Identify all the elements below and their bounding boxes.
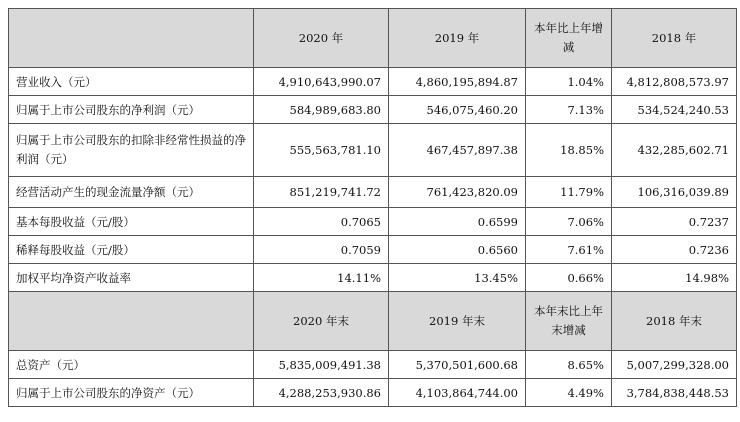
row-label: 归属于上市公司股东的净资产（元）: [9, 379, 254, 407]
row-label: 归属于上市公司股东的扣除非经常性损益的净利润（元）: [9, 124, 254, 177]
value-2020: 4,288,253,930.86: [254, 379, 389, 407]
subheader-2019-end: 2019 年末: [389, 292, 526, 351]
value-2020: 0.7065: [254, 208, 389, 236]
value-change: 7.06%: [526, 208, 612, 236]
value-2019: 761,423,820.09: [389, 177, 526, 208]
table-row: [9, 177, 737, 208]
subheader-2020-end: 2020 年末: [254, 292, 389, 351]
subheader-empty-cell: [9, 292, 254, 351]
subheader-change: 本年末比上年末增减: [526, 292, 612, 351]
value-2020: 5,835,009,491.38: [254, 351, 389, 379]
subheader-2018-end: 2018 年末: [612, 292, 737, 351]
value-change: 1.04%: [526, 68, 612, 96]
value-2019: 4,103,864,744.00: [389, 379, 526, 407]
table-row: [9, 379, 737, 407]
value-2018: 4,812,808,573.97: [612, 68, 737, 96]
value-2020: 851,219,741.72: [254, 177, 389, 208]
table-row: [9, 351, 737, 379]
financial-table: [8, 8, 737, 407]
value-change: 7.13%: [526, 96, 612, 124]
value-2018: 0.7236: [612, 236, 737, 264]
table-row: [9, 68, 737, 96]
value-2018: 534,524,240.53: [612, 96, 737, 124]
value-change: 0.66%: [526, 264, 612, 292]
row-label: 归属于上市公司股东的净利润（元）: [9, 96, 254, 124]
table-row: [9, 96, 737, 124]
value-change: 8.65%: [526, 351, 612, 379]
value-2019: 467,457,897.38: [389, 124, 526, 177]
row-label: 总资产（元）: [9, 351, 254, 379]
header-2018: 2018 年: [612, 9, 737, 68]
header-2019: 2019 年: [389, 9, 526, 68]
financial-summary: [8, 8, 736, 407]
header-change: 本年比上年增减: [526, 9, 612, 68]
row-label: 稀释每股收益（元/股）: [9, 236, 254, 264]
row-label: 营业收入（元）: [9, 68, 254, 96]
row-label: 加权平均净资产收益率: [9, 264, 254, 292]
value-2018: 106,316,039.89: [612, 177, 737, 208]
row-label: 基本每股收益（元/股）: [9, 208, 254, 236]
table-subheader-row: [9, 292, 737, 351]
value-2018: 0.7237: [612, 208, 737, 236]
value-2019: 546,075,460.20: [389, 96, 526, 124]
value-2018: 432,285,602.71: [612, 124, 737, 177]
value-change: 4.49%: [526, 379, 612, 407]
value-change: 11.79%: [526, 177, 612, 208]
header-empty-cell: [9, 9, 254, 68]
table-row: [9, 208, 737, 236]
value-2019: 13.45%: [389, 264, 526, 292]
value-2019: 0.6599: [389, 208, 526, 236]
value-2019: 4,860,195,894.87: [389, 68, 526, 96]
table-header-row: [9, 9, 737, 68]
header-2020: 2020 年: [254, 9, 389, 68]
value-2019: 0.6560: [389, 236, 526, 264]
value-2020: 4,910,643,990.07: [254, 68, 389, 96]
value-2018: 14.98%: [612, 264, 737, 292]
value-2018: 5,007,299,328.00: [612, 351, 737, 379]
value-2020: 14.11%: [254, 264, 389, 292]
value-change: 18.85%: [526, 124, 612, 177]
value-2020: 555,563,781.10: [254, 124, 389, 177]
value-2019: 5,370,501,600.68: [389, 351, 526, 379]
value-2020: 0.7059: [254, 236, 389, 264]
value-2018: 3,784,838,448.53: [612, 379, 737, 407]
value-change: 7.61%: [526, 236, 612, 264]
table-row: [9, 124, 737, 177]
table-row: [9, 236, 737, 264]
row-label: 经营活动产生的现金流量净额（元）: [9, 177, 254, 208]
table-row: [9, 264, 737, 292]
value-2020: 584,989,683.80: [254, 96, 389, 124]
